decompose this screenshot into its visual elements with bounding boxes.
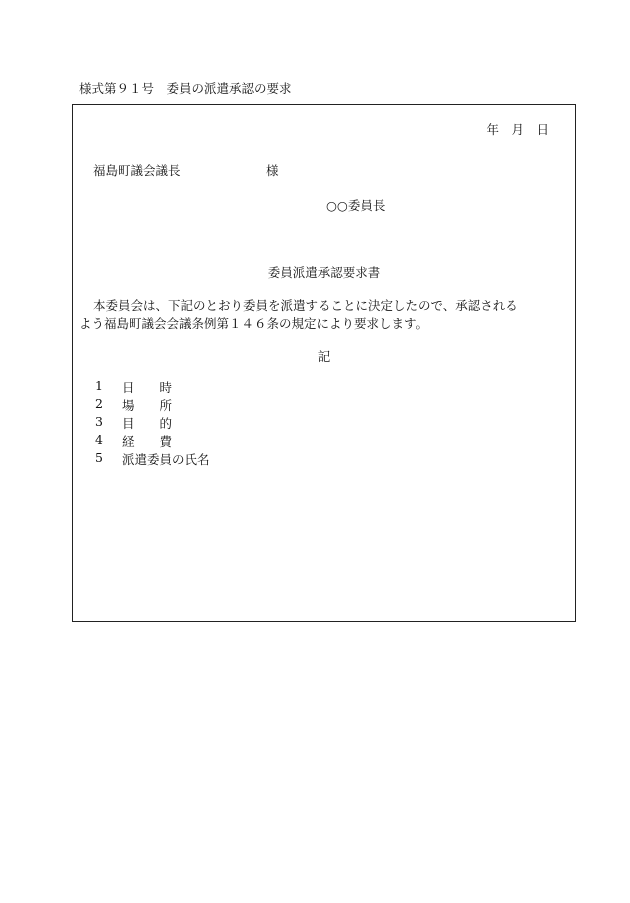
item-label: 経 費 — [122, 434, 173, 449]
list-item — [95, 450, 210, 468]
ki-heading: 記 — [317, 349, 331, 364]
document-title: 委員派遣承認要求書 — [267, 265, 381, 280]
item-number: 4 — [95, 432, 103, 447]
addressee: 福島町議会議長 — [93, 163, 181, 178]
item-label: 派遣委員の氏名 — [122, 452, 210, 467]
document-frame — [72, 104, 576, 622]
item-label: 場 所 — [122, 398, 173, 413]
item-number: 3 — [95, 414, 103, 429]
item-number: 5 — [95, 450, 103, 465]
honorific: 様 — [266, 163, 279, 178]
sender: ○○委員長 — [326, 198, 386, 213]
item-list — [95, 378, 210, 468]
list-item — [95, 414, 210, 432]
body-text-line-2: よう福島町議会会議条例第１４６条の規定により要求します。 — [79, 316, 429, 331]
list-item — [95, 396, 210, 414]
item-number: 2 — [95, 396, 103, 411]
form-number-label: 様式第９１号 委員の派遣承認の要求 — [79, 81, 292, 96]
item-number: 1 — [95, 378, 103, 393]
date-line: 年 月 日 — [486, 122, 549, 137]
body-text-line-1: 本委員会は、下記のとおり委員を派遣することに決定したので、承認される — [93, 298, 518, 313]
list-item — [95, 432, 210, 450]
list-item — [95, 378, 210, 396]
item-label: 目 的 — [122, 416, 173, 431]
item-label: 日 時 — [122, 380, 173, 395]
